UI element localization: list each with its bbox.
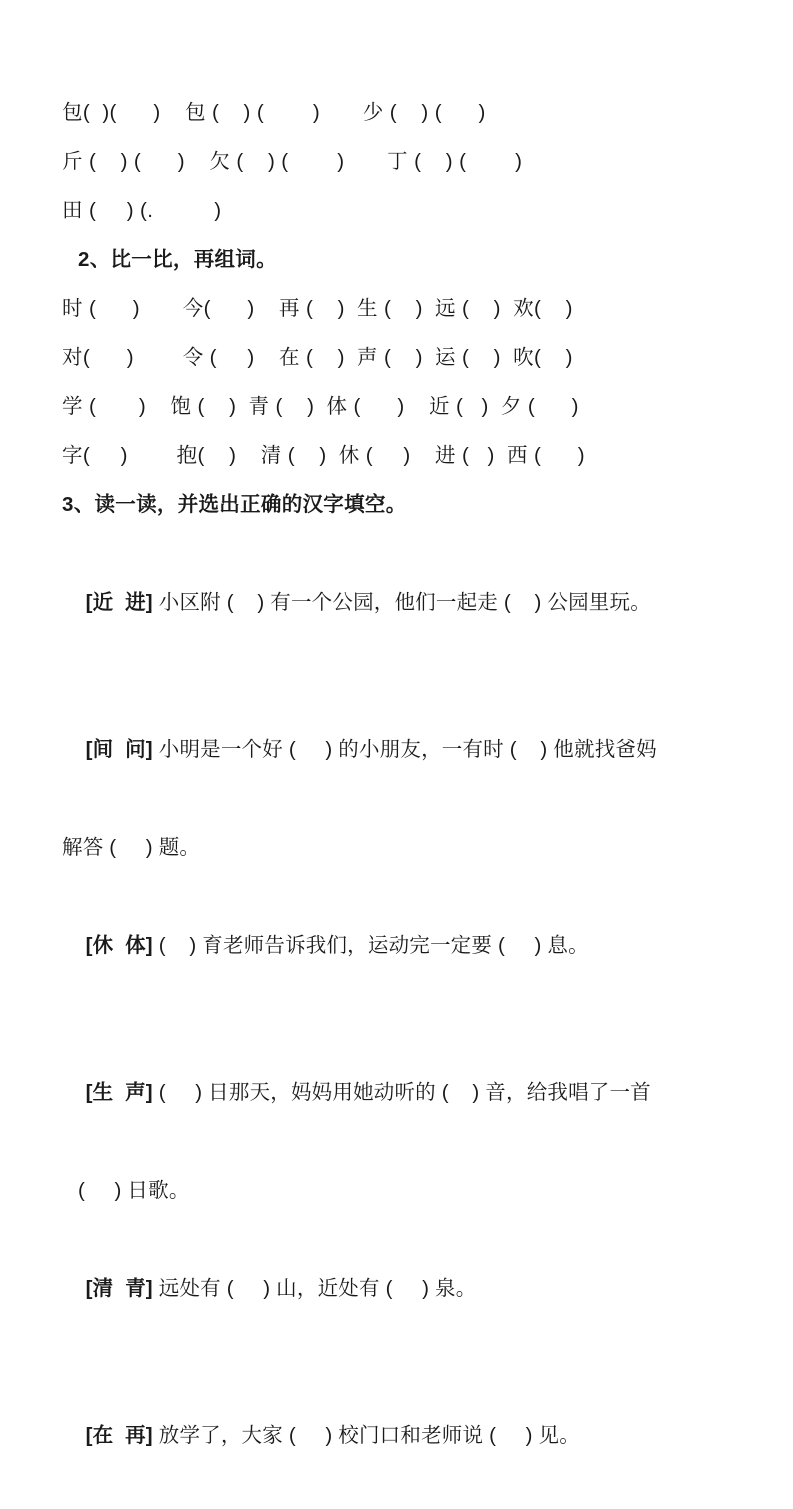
exercise-3-item-text: 放学了，大家 ( ) 校门口和老师说 ( ) 见。: [158, 1424, 580, 1447]
exercise-3-item: [62, 676, 731, 823]
exercise-1-row: 斤 ( ) ( ) 欠 ( ) ( ) 丁 ( ) ( ): [62, 150, 523, 173]
exercise-3-item: [62, 1019, 731, 1166]
exercise-1-row: 田 ( ) (. ): [62, 199, 222, 222]
exercise-1-row: 包( )( ) 包 ( ) ( ) 少 ( ) ( ): [62, 101, 486, 124]
exercise-3-item-continuation: ( ) 日歌。: [78, 1179, 190, 1202]
exercise-3-item: [62, 1215, 731, 1362]
exercise-3-item-text: ( ) 育老师告诉我们，运动完一定要 ( ) 息。: [158, 934, 589, 957]
exercise-3-item-tag: [清 青]: [85, 1277, 153, 1300]
exercise-3-item-tag: [间 问]: [85, 738, 153, 761]
exercise-3-item-tag: [近 进]: [85, 591, 153, 614]
exercise-2-row: 对( ) 令 ( ) 在 ( ) 声 ( ) 运 ( ) 吹( ): [62, 346, 573, 369]
exercise-2-row: 学 ( ) 饱 ( ) 青 ( ) 体 ( ) 近 ( ) 夕 ( ): [62, 395, 579, 418]
exercise-3-item-tag: [在 再]: [85, 1424, 153, 1447]
exercise-3-item-text: ( ) 日那天，妈妈用她动听的 ( ) 音，给我唱了一首: [158, 1081, 651, 1104]
exercise-2-heading: 2、比一比，再组词。: [78, 248, 277, 271]
exercise-3-item-continuation: 解答 ( ) 题。: [62, 836, 201, 859]
exercise-3-item: [62, 872, 731, 1019]
exercise-2-row: 字( ) 抱( ) 清 ( ) 休 ( ) 进 ( ) 西 ( ): [62, 444, 585, 467]
exercise-3-heading: 3、读一读，并选出正确的汉字填空。: [62, 493, 407, 516]
exercise-3-item-tag: [生 声]: [85, 1081, 153, 1104]
exercise-3-item-text: 小明是一个好 ( ) 的小朋友，一有时 ( ) 他就找爸妈: [158, 738, 657, 761]
exercise-2-row: 时 ( ) 今( ) 再 ( ) 生 ( ) 远 ( ) 欢( ): [62, 297, 573, 320]
exercise-3-item-text: 小区附 ( ) 有一个公园，他们一起走 ( ) 公园里玩。: [158, 591, 651, 614]
exercise-3-item-text: 远处有 ( ) 山，近处有 ( ) 泉。: [158, 1277, 477, 1300]
exercise-3-item: [62, 1362, 731, 1509]
exercise-3-item-tag: [休 体]: [85, 934, 153, 957]
exercise-3-item: [62, 529, 731, 676]
